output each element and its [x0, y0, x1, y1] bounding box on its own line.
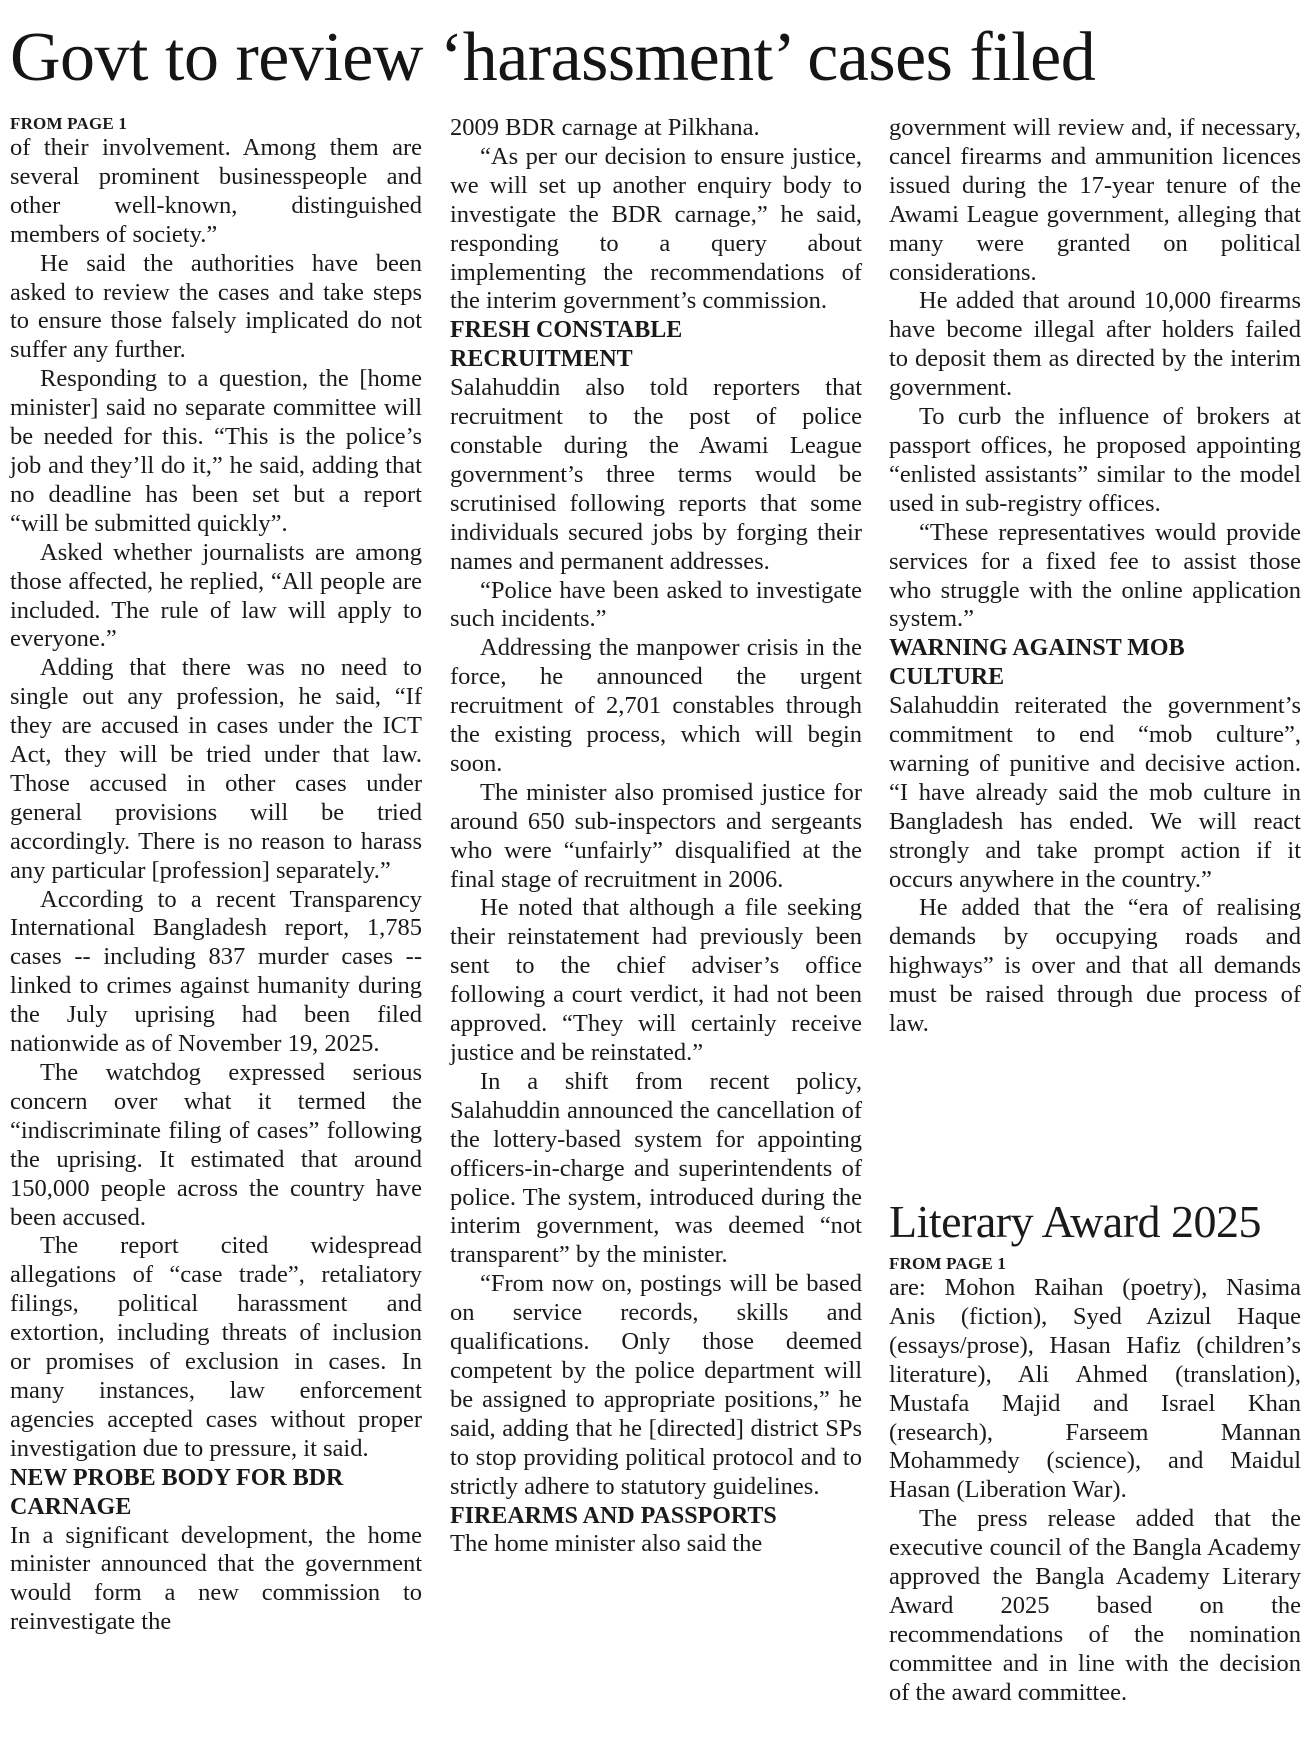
paragraph: The watchdog expressed serious concern over what it termed the “indiscriminate filing of cases” following the uprising. It estimated that around 150,000 people across the country have been accused. — [10, 1059, 422, 1231]
from-page-kicker: FROM PAGE 1 — [10, 114, 128, 133]
paragraph: 2009 BDR carnage at Pilkhana. — [450, 114, 760, 141]
paragraph: Addressing the manpower crisis in the force, he announced the urgent recruitment of 2,701 constables through the existing process, which will begin soon. — [450, 634, 862, 777]
article-column-2 — [450, 114, 862, 1559]
paragraph: Salahuddin also told reporters that recruitment to the post of police constable during the Awami League government’s three terms would be scrutinised following reports that some individuals secured jobs by forging their names and permanent addresses. — [450, 374, 862, 575]
paragraph: In a significant development, the home minister announced that the government would form a new commission to reinvestigate the — [10, 1521, 422, 1636]
paragraph: He added that around 10,000 firearms have become illegal after holders failed to deposit them as directed by the interim government. — [889, 287, 1301, 402]
article-column-3 — [889, 114, 1301, 1039]
from-page-kicker: FROM PAGE 1 — [889, 1254, 1007, 1273]
paragraph: are: Mohon Raihan (poetry), Nasima Anis (fiction), Syed Azizul Haque (essays/prose), Hasan Hafiz (children’s literature), Ali Ahmed (translation), Mustafa Majid and Israel Khan (research), Farseem Mannan Mohammedy (science), and Maidul Hasan (Liberation War). — [889, 1274, 1301, 1504]
paragraph: Responding to a question, the [home minister] said no separate committee will be needed for this. “This is the police’s job and they’ll do it,” he said, adding that no deadline has been set but a report “will be submitted quickly”. — [10, 365, 422, 537]
paragraph: The home minister also said the — [450, 1530, 763, 1558]
paragraph: Adding that there was no need to single out any profession, he said, “If they are accused in cases under the ICT Act, they will be tried under that law. Those accused in other cases under general provisions will be tried accordingly. There is no reason to harass any particular [profession] separately.” — [10, 654, 422, 884]
paragraph: The minister also promised justice for around 650 sub-inspectors and sergeants who were “unfairly” disqualified at the final stage of recruitment in 2006. — [450, 778, 862, 893]
paragraph: of their involvement. Among them are several prominent businesspeople and other well-known, distinguished members of society.” — [10, 134, 422, 248]
paragraph: government will review and, if necessary, cancel firearms and ammunition licences issued during the 17-year tenure of the Awami League government, alleging that many were granted on political considerations. — [889, 114, 1301, 286]
paragraph: He noted that although a file seeking their reinstatement had previously been sent to the chief adviser’s office following a court verdict, it had not been approved. “They will certainly receive justice and be reinstated.” — [450, 894, 862, 1066]
paragraph: He added that the “era of realising demands by occupying roads and highways” is over and that all demands must be raised through due process of law. — [889, 894, 1301, 1038]
paragraph: Salahuddin reiterated the government’s commitment to end “mob culture”, warning of punitive and decisive action. “I have already said the mob culture in Bangladesh has ended. We will react strongly and take prompt action if it occurs anywhere in the country.” — [889, 692, 1301, 893]
subhead-mob-culture: WARNING AGAINST MOB CULTURE — [889, 635, 1185, 691]
paragraph: “From now on, postings will be based on service records, skills and qualifications. Only those deemed competent by the police department will be assigned to appropriate positions,” he said, adding that he [directed] district SPs to stop providing political protocol and to strictly adhere to statutory guidelines. — [450, 1270, 862, 1500]
article-column-1 — [10, 114, 422, 1637]
literary-award-article — [889, 1196, 1301, 1708]
subhead-firearms-passports: FIREARMS AND PASSPORTS — [450, 1502, 777, 1529]
subhead-constable-recruitment: FRESH CONSTABLE RECRUITMENT — [450, 317, 683, 373]
paragraph: “These representatives would provide services for a fixed fee to assist those who struggle with the online application system.” — [889, 518, 1301, 633]
paragraph: He said the authorities have been asked to review the cases and take steps to ensure those falsely implicated do not suffer any further. — [10, 249, 422, 364]
subhead-bdr-probe: NEW PROBE BODY FOR BDR CARNAGE — [10, 1464, 344, 1520]
article-headline: Govt to review ‘harassment’ cases filed — [10, 19, 1096, 96]
paragraph: Asked whether journalists are among those affected, he replied, “All people are included. The rule of law will apply to everyone.” — [10, 538, 422, 653]
literary-award-headline: Literary Award 2025 — [889, 1196, 1262, 1247]
paragraph: According to a recent Transparency International Bangladesh report, 1,785 cases -- including 837 murder cases -- linked to crimes against humanity during the July uprising had been filed nationwide as of November 19, 2025. — [10, 885, 422, 1058]
paragraph: The press release added that the executive council of the Bangla Academy approved the Bangla Academy Literary Award 2025 based on the recommendations of the nomination committee and in line with the decision of the award committee. — [889, 1505, 1301, 1706]
paragraph: “As per our decision to ensure justice, we will set up another enquiry body to investigate the BDR carnage,” he said, responding to a query about implementing the recommendations of the interim government’s commission. — [450, 142, 862, 315]
paragraph: To curb the influence of brokers at passport offices, he proposed appointing “enlisted assistants” similar to the model used in sub-registry offices. — [889, 403, 1301, 517]
paragraph: In a shift from recent policy, Salahuddin announced the cancellation of the lottery-based system for appointing officers-in-charge and superintendents of police. The system, introduced during the interim government, was deemed “not transparent” by the minister. — [450, 1067, 862, 1269]
paragraph: “Police have been asked to investigate such incidents.” — [450, 576, 862, 633]
paragraph: The report cited widespread allegations of “case trade”, retaliatory filings, political harassment and extortion, including threats of inclusion or promises of exclusion in cases. In many instances, law enforcement agencies accepted cases without proper investigation due to pressure, it said. — [10, 1232, 422, 1462]
